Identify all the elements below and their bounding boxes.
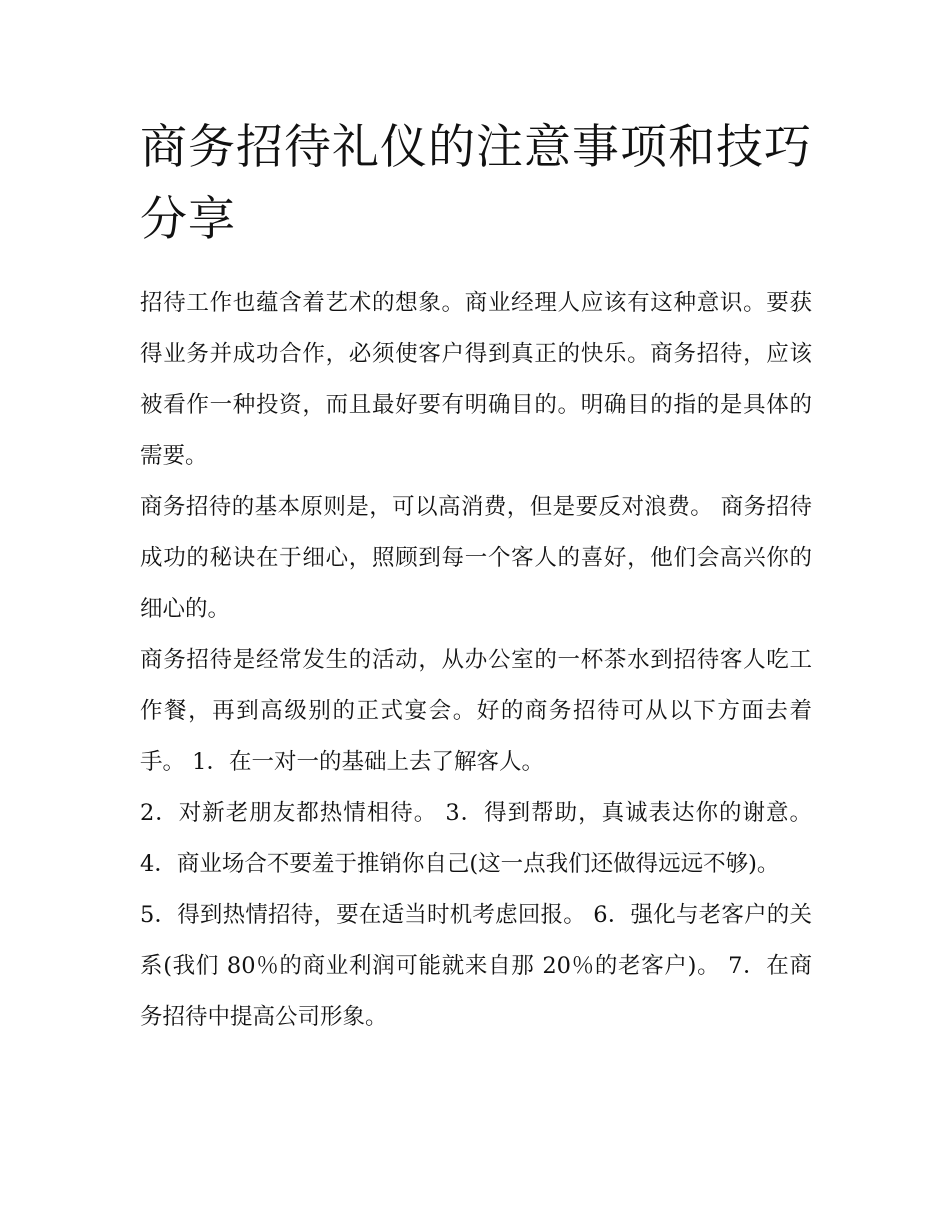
document-title: 商务招待礼仪的注意事项和技巧分享 bbox=[140, 120, 812, 247]
paragraph-5: 5．得到热情招待，要在适当时机考虑回报。 6．强化与老客户的关系(我们 80％的商业利润可能就来自那 20％的老客户)。 7．在商务招待中提高公司形象。 bbox=[140, 902, 812, 1030]
paragraph-4: 2．对新老朋友都热情相待。 3．得到帮助，真诚表达你的谢意。 4．商业场合不要羞于推销你自己(这一点我们还做得远远不够)。 bbox=[140, 800, 812, 877]
paragraph-3: 商务招待是经常发生的活动，从办公室的一杯茶水到招待客人吃工作餐，再到高级别的正式宴会。好的商务招待可从以下方面去着手。 1．在一对一的基础上去了解客人。 bbox=[140, 647, 812, 775]
paragraph-2: 商务招待的基本原则是，可以高消费，但是要反对浪费。 商务招待成功的秘诀在于细心，照顾到每一个客人的喜好，他们会高兴你的细心的。 bbox=[140, 494, 812, 622]
document-page bbox=[140, 112, 812, 1043]
paragraph-1: 招待工作也蕴含着艺术的想象。商业经理人应该有这种意识。要获得业务并成功合作，必须使客户得到真正的快乐。商务招待，应该被看作一种投资，而且最好要有明确目的。明确目的指的是具体的需要。 bbox=[140, 290, 812, 469]
